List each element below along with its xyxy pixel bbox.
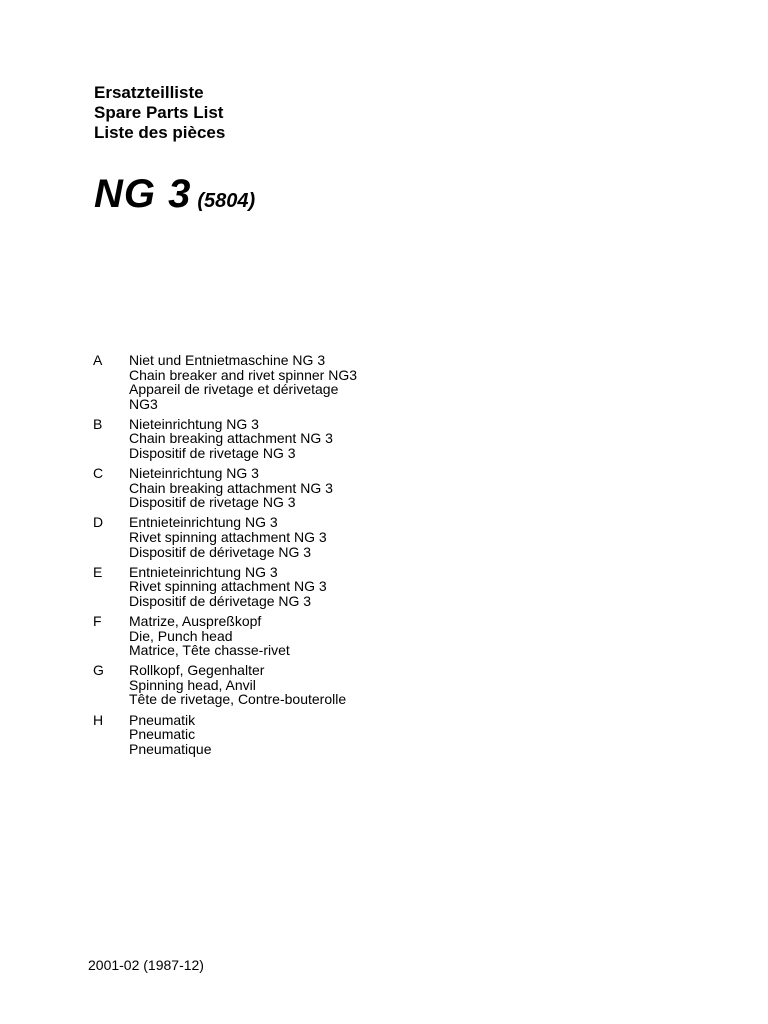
section-list [93, 353, 733, 762]
title-english: Spare Parts List [94, 103, 224, 122]
section-label-german: Rollkopf, Gegenhalter [129, 662, 265, 679]
section-label-english: Chain breaking attachment NG 3 [129, 430, 333, 447]
document-titles [94, 83, 225, 143]
model-name: NG 3 [94, 172, 192, 216]
section-label-english: Chain breaker and rivet spinner NG3 [129, 366, 358, 383]
section-label-german: Niet und Entnietmaschine NG 3 [129, 352, 326, 368]
section-label-english: Rivet spinning attachment NG 3 [129, 578, 327, 595]
section-item [93, 713, 733, 757]
section-letter: G [93, 662, 104, 679]
section-label-french: Dispositif de rivetage NG 3 [129, 445, 296, 462]
section-letter: F [93, 613, 102, 629]
section-item [93, 353, 733, 411]
section-letter: B [93, 415, 103, 432]
section-label-english: Rivet spinning attachment NG 3 [129, 529, 327, 546]
section-label-german: Entnieteinrichtung NG 3 [129, 514, 278, 531]
section-item [93, 417, 733, 461]
section-label-german: Matrize, Auspreßkopf [129, 613, 262, 629]
section-letter: H [93, 711, 104, 728]
section-item [93, 466, 733, 510]
section-item [93, 614, 733, 658]
edition-date: 2001-02 (1987-12) [88, 957, 204, 973]
section-label-french: Tête de rivetage, Contre-bouterolle [129, 691, 347, 708]
section-label-german: Entnieteinrichtung NG 3 [129, 563, 278, 580]
section-letter: A [93, 352, 103, 368]
section-label-french: Pneumatique [129, 740, 212, 757]
section-item [93, 565, 733, 609]
section-label-english: Spinning head, Anvil [129, 676, 256, 693]
section-label-english: Pneumatic [129, 726, 196, 743]
section-item [93, 663, 733, 707]
section-label-german: Pneumatik [129, 711, 196, 728]
section-label-german: Nieteinrichtung NG 3 [129, 465, 259, 482]
section-label-german: Nieteinrichtung NG 3 [129, 415, 259, 432]
section-item [93, 515, 733, 559]
title-german: Ersatzteilliste [94, 83, 204, 102]
section-letter: D [93, 514, 104, 531]
section-label-english: Die, Punch head [129, 627, 233, 644]
section-label-french: Matrice, Tête chasse-rivet [129, 642, 290, 659]
model-heading [94, 172, 255, 217]
title-french: Liste des pièces [94, 123, 226, 142]
section-label-french: Dispositif de rivetage NG 3 [129, 494, 296, 511]
section-label-french: Dispositif de dérivetage NG 3 [129, 592, 312, 609]
section-label-english: Chain breaking attachment NG 3 [129, 479, 333, 496]
section-letter: C [93, 465, 104, 482]
section-label-french: Dispositif de dérivetage NG 3 [129, 543, 312, 560]
model-code: (5804) [197, 190, 256, 212]
section-letter: E [93, 563, 103, 580]
section-label-french: Appareil de rivetage et dérivetage NG3 [129, 381, 339, 412]
